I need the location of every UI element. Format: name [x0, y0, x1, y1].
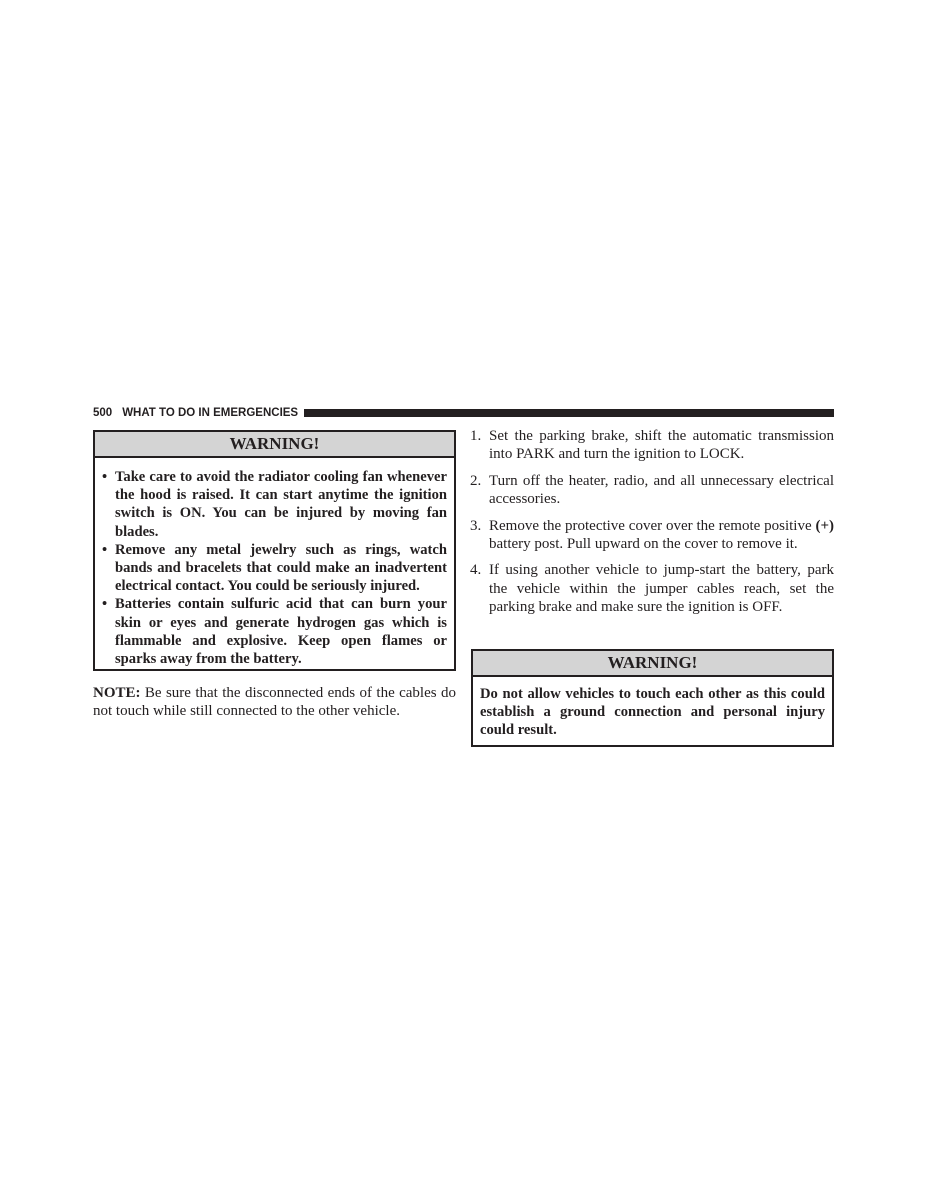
- header-rule: [304, 409, 834, 417]
- warning-bullet-text: Remove any metal jewelry such as rings, watch bands and bracelets that could make an inadvertent electrical contact. You could be seriously injured.: [115, 541, 447, 595]
- warning-bullet-text: Batteries contain sulfuric acid that can burn your skin or eyes and generate hydrogen gas which is flammable and explosive. Keep open flames or sparks away from the battery.: [115, 596, 447, 668]
- bullet-icon: •: [102, 469, 108, 485]
- list-item: [470, 427, 834, 463]
- warning-box-right: [471, 649, 834, 747]
- step-number: 2.: [470, 472, 482, 489]
- bullet-icon: •: [102, 541, 108, 558]
- warning-bullet: [102, 468, 447, 541]
- warning-text: Do not allow vehicles to touch each other as this could establish a ground connection and personal injury could result.: [480, 686, 825, 739]
- note-text: Be sure that the disconnected ends of the cables do not touch while still connected to the other vehicle.: [93, 685, 456, 720]
- note-paragraph: [93, 684, 456, 720]
- section-title: WHAT TO DO IN EMERGENCIES: [122, 407, 299, 419]
- step-number: 1.: [470, 428, 482, 444]
- warning-bullet: [102, 595, 447, 668]
- step-text: Remove the protective cover over the remote positive (+) battery post. Pull upward on the cover to remove it.: [489, 517, 834, 552]
- step-text: Set the parking brake, shift the automatic transmission into PARK and turn the ignition to LOCK.: [489, 428, 834, 463]
- bullet-icon: •: [102, 596, 108, 613]
- warning-title: WARNING!: [473, 651, 832, 677]
- warning-bullet: [102, 541, 447, 596]
- step-number: 3.: [470, 517, 482, 534]
- page-header: [93, 405, 834, 421]
- steps-list: [470, 427, 834, 624]
- list-item: [470, 561, 834, 616]
- warning-bullet-text: Take care to avoid the radiator cooling fan whenever the hood is raised. It can start anytime the ignition switch is ON. You can be injured by moving fan blades.: [115, 469, 447, 540]
- terminal-symbol: (+): [815, 517, 834, 534]
- warning-body: [95, 458, 454, 668]
- warning-box-left: [93, 430, 456, 671]
- step-number: 4.: [470, 562, 482, 579]
- page-number: 500: [93, 407, 113, 419]
- step-text: If using another vehicle to jump-start the battery, park the vehicle within the jumper cables reach, set the parking brake and make sure the ignition is OFF.: [489, 562, 834, 615]
- note-label: NOTE:: [93, 685, 141, 701]
- step-text: Turn off the heater, radio, and all unnecessary electrical accessories.: [489, 472, 834, 507]
- list-item: [470, 517, 834, 553]
- list-item: [470, 472, 834, 508]
- warning-title: WARNING!: [95, 432, 454, 458]
